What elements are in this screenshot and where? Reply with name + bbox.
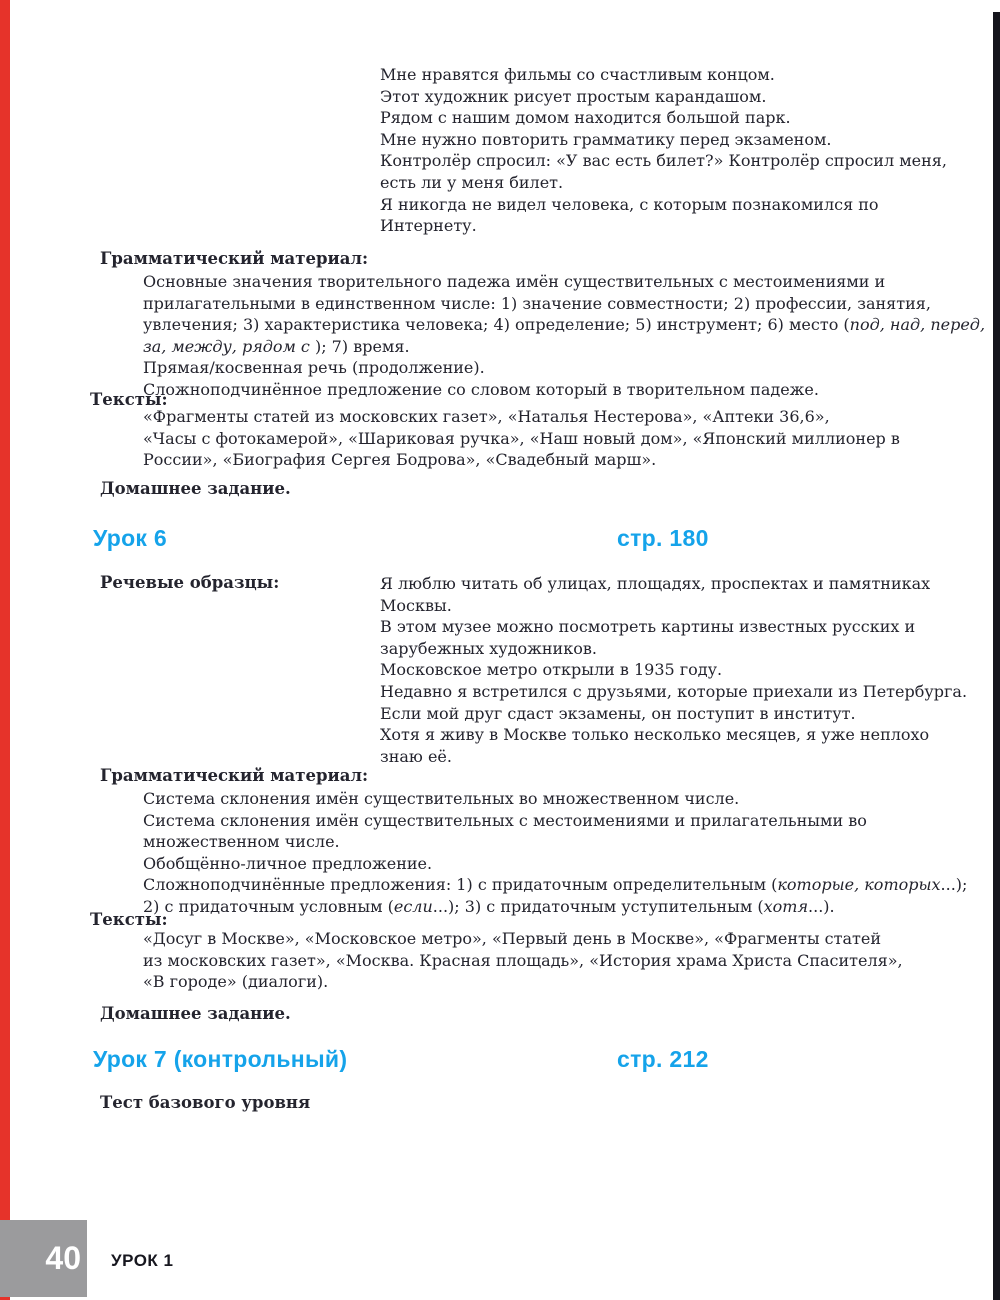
text-line: Недавно я встретился с друзьями, которые приехали из Петербурга.: [380, 681, 968, 701]
text-line: Рядом с нашим домом находится большой парк.: [380, 108, 791, 128]
text-line: [143, 314, 985, 336]
texts-content-2: [143, 928, 903, 993]
text-line: России», «Биография Сергея Бодрова», «Свадебный марш».: [143, 450, 657, 470]
text-line: Этот художник рисует простым карандашом.: [380, 86, 767, 106]
text-line: «В городе» (диалоги).: [143, 972, 329, 992]
text-line: Я никогда не видел человека, с которым познакомился по: [380, 194, 879, 214]
text-line: Прямая/косвенная речь (продолжение).: [143, 358, 485, 378]
lesson6-page-ref: стр. 180: [617, 525, 709, 551]
text-line: «Часы с фотокамерой», «Шариковая ручка», «Наш новый дом», «Японский миллионер в: [143, 428, 900, 448]
text-line: Сложноподчинённое предложение со словом который в творительном падеже.: [143, 379, 819, 399]
homework-label-2: Домашнее задание.: [100, 1004, 291, 1023]
text-line: [143, 896, 967, 918]
text-line: В этом музее можно посмотреть картины известных русских и: [380, 617, 916, 637]
text-segment: увлечения; 3) характеристика человека; 4) определение; 5) инструмент; 6) место (: [143, 315, 850, 335]
page-number: 40: [45, 1240, 81, 1276]
text-line: Мне нужно повторить грамматику перед экзаменом.: [380, 129, 832, 149]
text-line: прилагательными в единственном числе: 1) значение совместности; 2) профессии, занятия,: [143, 293, 931, 313]
text-segment: ...);: [940, 875, 968, 895]
footer-lesson-label: УРОК 1: [111, 1251, 174, 1270]
text-line: Контролёр спросил: «У вас есть билет?» Контролёр спросил меня,: [380, 151, 947, 171]
grammar-heading-2: Грамматический материал:: [100, 766, 369, 785]
italic-text-segment: под, над, перед,: [849, 315, 986, 335]
text-segment: Сложноподчинённые предложения: 1) с придаточным определительным (: [143, 875, 778, 895]
text-line: из московских газет», «Москва. Красная площадь», «История храма Христа Спасителя»,: [143, 950, 903, 970]
page-number-box: [0, 1220, 87, 1297]
homework-label-1: Домашнее задание.: [100, 479, 291, 498]
grammar-content-1: [143, 271, 985, 401]
lesson6-title: Урок 6: [93, 525, 168, 551]
lesson5-speech-samples: [380, 64, 947, 237]
text-line: Система склонения имён существительных с местоимениями и прилагательными во: [143, 810, 867, 830]
text-line: Хотя я живу в Москве только несколько месяцев, я уже неплохо: [380, 725, 930, 745]
right-dark-edge-bar: [993, 12, 1000, 1300]
text-line: Обобщённо-личное предложение.: [143, 853, 433, 873]
text-line: Основные значения творительного падежа имён существительных с местоимениями и: [143, 272, 886, 291]
grammar-heading-1: Грамматический материал:: [100, 249, 369, 268]
texts-content-1: [143, 406, 900, 471]
lesson6-speech-samples: [380, 573, 967, 767]
text-line: Мне нравятся фильмы со счастливым концом.: [380, 65, 775, 84]
text-line: [143, 874, 967, 896]
text-line: Московское метро открыли в 1935 году.: [380, 660, 723, 680]
texts-heading-2: Тексты:: [90, 910, 168, 929]
text-segment: ...); 3) с придаточным уступительным (: [432, 896, 764, 916]
text-line: «Досуг в Москве», «Московское метро», «Первый день в Москве», «Фрагменты статей: [143, 929, 881, 948]
text-line: [143, 336, 985, 358]
italic-text-segment: которые, которых: [777, 875, 941, 895]
text-line: зарубежных художников.: [380, 638, 597, 658]
text-segment: 2) с придаточным условным (: [143, 896, 394, 916]
left-red-edge-bar: [0, 0, 10, 1300]
speech-samples-label: Речевые образцы:: [100, 573, 280, 592]
text-segment: ); 7) время.: [309, 336, 410, 356]
text-line: «Фрагменты статей из московских газет», «Наталья Нестерова», «Аптеки 36,6»,: [143, 407, 830, 426]
text-segment: ...).: [808, 896, 835, 916]
grammar-content-2: [143, 788, 967, 918]
text-line: Москвы.: [380, 595, 452, 615]
base-level-test-label: Тест базового уровня: [100, 1093, 311, 1112]
italic-text-segment: если: [393, 896, 433, 916]
text-line: множественном числе.: [143, 832, 340, 852]
italic-text-segment: за, между, рядом с: [143, 336, 310, 356]
text-line: Система склонения имён существительных во множественном числе.: [143, 789, 740, 808]
lesson7-page-ref: стр. 212: [617, 1046, 709, 1072]
italic-text-segment: хотя: [763, 896, 809, 916]
lesson7-title: Урок 7 (контрольный): [93, 1046, 348, 1072]
text-line: знаю её.: [380, 746, 452, 766]
texts-heading-1: Тексты:: [90, 390, 168, 409]
text-line: Если мой друг сдаст экзамены, он поступит в институт.: [380, 703, 856, 723]
text-line: Интернету.: [380, 216, 477, 236]
text-line: есть ли у меня билет.: [380, 172, 564, 192]
text-line: Я люблю читать об улицах, площадях, проспектах и памятниках: [380, 574, 931, 593]
